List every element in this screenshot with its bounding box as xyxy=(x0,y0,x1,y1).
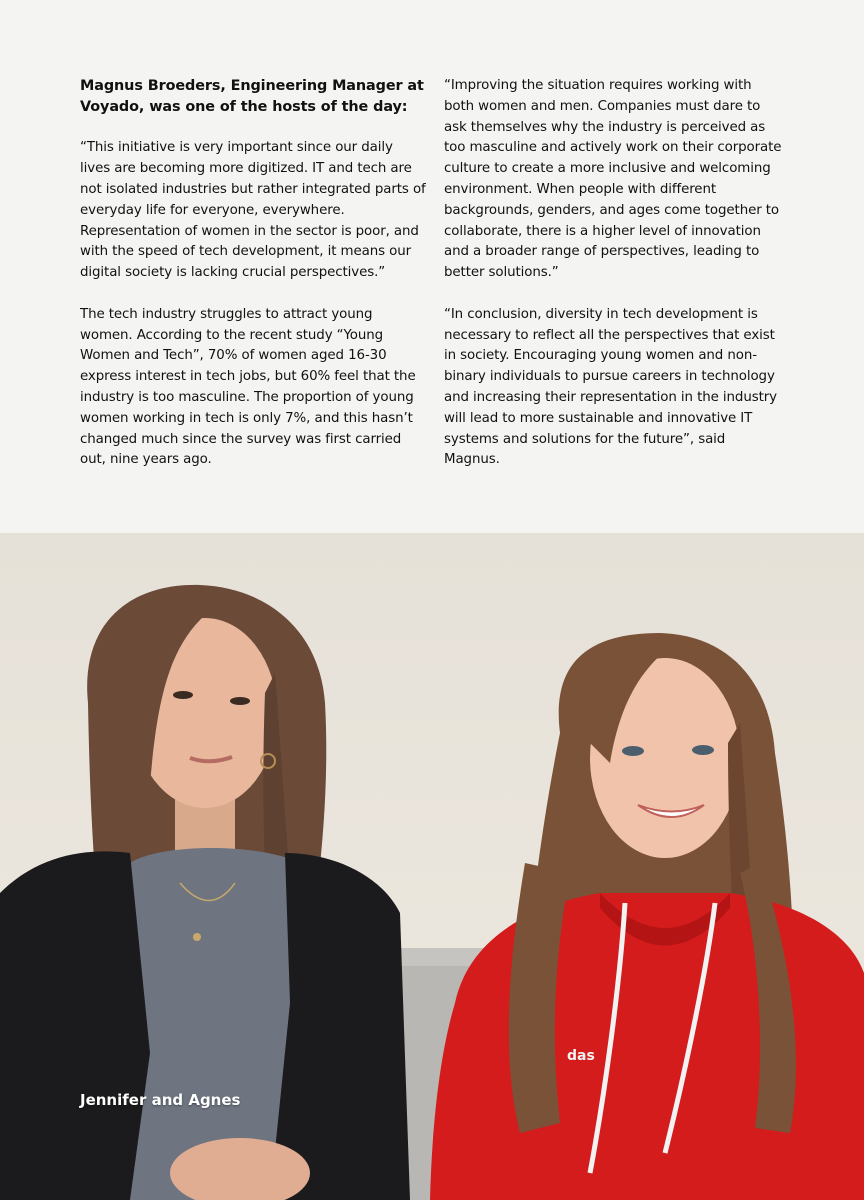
right-column xyxy=(444,76,784,492)
left-column xyxy=(80,76,426,492)
quote-heading: Magnus Broeders, Engineering Manager at Voyado, was one of the hosts of the day: xyxy=(80,78,424,115)
cardigan xyxy=(0,851,150,1200)
paragraph: “In conclusion, diversity in tech development is necessary to reflect all the perspectives that exist in society. Encouraging young women and non-binary individuals to pursue careers in technology and increasing their representation in the industry will lead to more sustainable and innovative IT systems and solutions for the future”, said Magnus. xyxy=(444,306,777,468)
hoodie-logo: das xyxy=(567,1048,595,1064)
paragraph: “This initiative is very important since our daily lives are becoming more digitized. IT and tech are not isolated industries but rather integrated parts of everyday life for everyone, everywhere. Representation of women in the sector is poor, and with the speed of tech development, it means our digital society is lacking crucial perspectives.” xyxy=(80,140,426,281)
paragraph: “Improving the situation requires working with both women and men. Companies must dare to ask themselves why the industry is perceived as too masculine and actively work on their corporate culture to create a more inclusive and welcoming environment. When people with different backgrounds, genders, and ages come together to collaborate, there is a higher level of innovation and a broader range of perspectives, leading to better solutions.” xyxy=(444,78,782,281)
article-text-area xyxy=(0,0,864,533)
paragraph: The tech industry struggles to attract young women. According to the recent study “Young Women and Tech”, 70% of women aged 16-30 express interest in tech jobs, but 60% feel that the industry is too masculine. The proportion of young women working in tech is only 7%, and this hasn’t changed much since the survey was first carried out, nine years ago. xyxy=(80,306,416,468)
photo-caption: Jennifer and Agnes xyxy=(80,1091,241,1109)
